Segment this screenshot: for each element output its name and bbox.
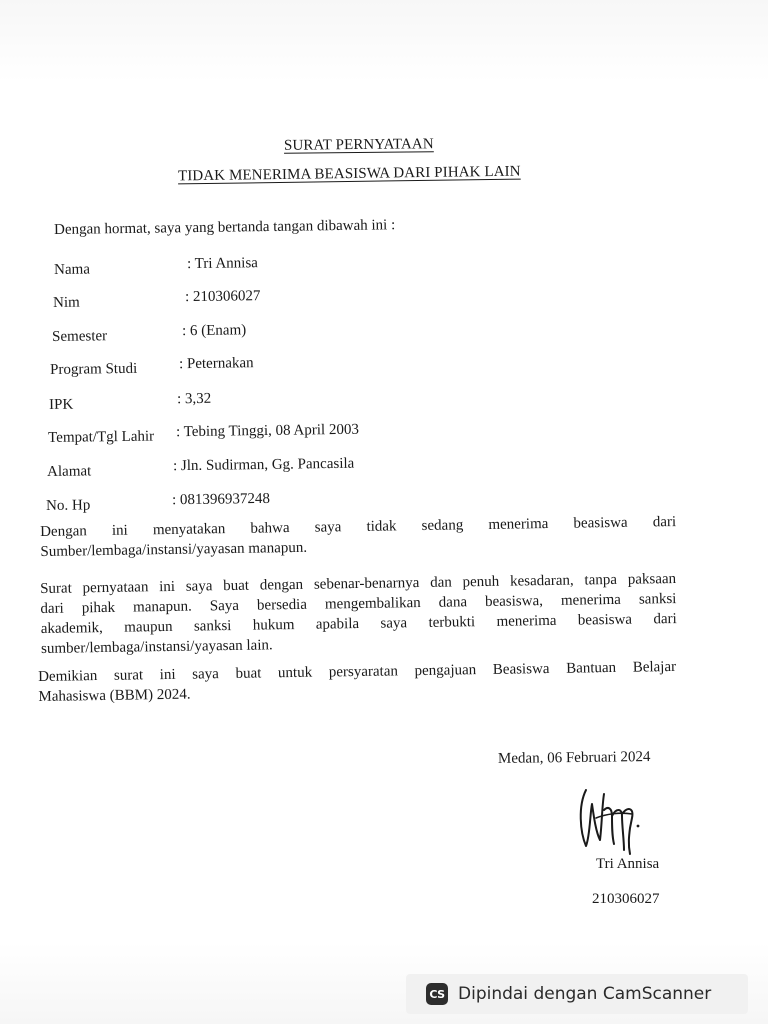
document-subtitle: TIDAK MENERIMA BEASISWA DARI PIHAK LAIN bbox=[177, 163, 521, 185]
field-value: : Jln. Sudirman, Gg. Pancasila bbox=[172, 455, 355, 475]
field-value: : 6 (Enam) bbox=[181, 322, 247, 340]
document-title: SURAT PERNYATAAN bbox=[283, 136, 434, 154]
field-label: Program Studi bbox=[50, 360, 138, 378]
paragraph-line: Dengan ini menyatakan bahwa saya tidak sedang menerima beasiswa dari bbox=[40, 514, 677, 540]
paragraph-closing bbox=[38, 657, 677, 707]
field-value: : 081396937248 bbox=[171, 490, 271, 509]
field-value: : Tebing Tinggi, 08 April 2003 bbox=[175, 421, 360, 441]
paragraph-line: Demikian surat ini saya buat untuk persyaratan pengajuan Beasiswa Bantuan Belajar bbox=[38, 658, 677, 685]
paragraph-line: akademik, maupun sanksi hukum apabila saya terbukti menerima beasiswa dari bbox=[40, 611, 677, 637]
watermark-text: Dipindai dengan CamScanner bbox=[458, 984, 712, 1004]
field-label: IPK bbox=[49, 396, 74, 413]
field-label: Semester bbox=[52, 328, 108, 345]
field-label: Nim bbox=[53, 294, 80, 311]
field-value: : Peternakan bbox=[178, 355, 254, 373]
camscanner-watermark bbox=[406, 974, 748, 1014]
field-label: Tempat/Tgl Lahir bbox=[48, 428, 155, 446]
field-label: Nama bbox=[54, 261, 91, 278]
field-value: : Tri Annisa bbox=[186, 255, 259, 273]
paragraph-line: sumber/lembaga/instansi/yayasan lain. bbox=[40, 637, 273, 657]
paragraph-line: dari pihak manapun. Saya bersedia mengembalikan dana beasiswa, menerima sanksi bbox=[40, 591, 677, 617]
paragraph-line: Sumber/lembaga/instansi/yayasan manapun. bbox=[40, 539, 308, 560]
paragraph-statement bbox=[40, 512, 677, 562]
paragraph-consent bbox=[40, 569, 677, 659]
handwritten-signature bbox=[572, 784, 652, 856]
camscanner-logo-icon: CS bbox=[426, 983, 448, 1005]
field-value: : 3,32 bbox=[176, 390, 212, 408]
signer-nim: 210306027 bbox=[592, 891, 660, 907]
place-date: Medan, 06 Februari 2024 bbox=[497, 749, 651, 767]
field-value: : 210306027 bbox=[184, 288, 261, 306]
signer-name: Tri Annisa bbox=[596, 856, 660, 872]
paragraph-line: Mahasiswa (BBM) 2024. bbox=[38, 686, 191, 705]
field-label: No. Hp bbox=[46, 497, 91, 514]
paragraph-line: Surat pernyataan ini saya buat dengan sebenar-benarnya dan penuh kesadaran, tanpa paksaan bbox=[40, 571, 677, 597]
greeting-line: Dengan hormat, saya yang bertanda tangan dibawah ini : bbox=[54, 217, 396, 238]
field-label: Alamat bbox=[47, 463, 92, 480]
